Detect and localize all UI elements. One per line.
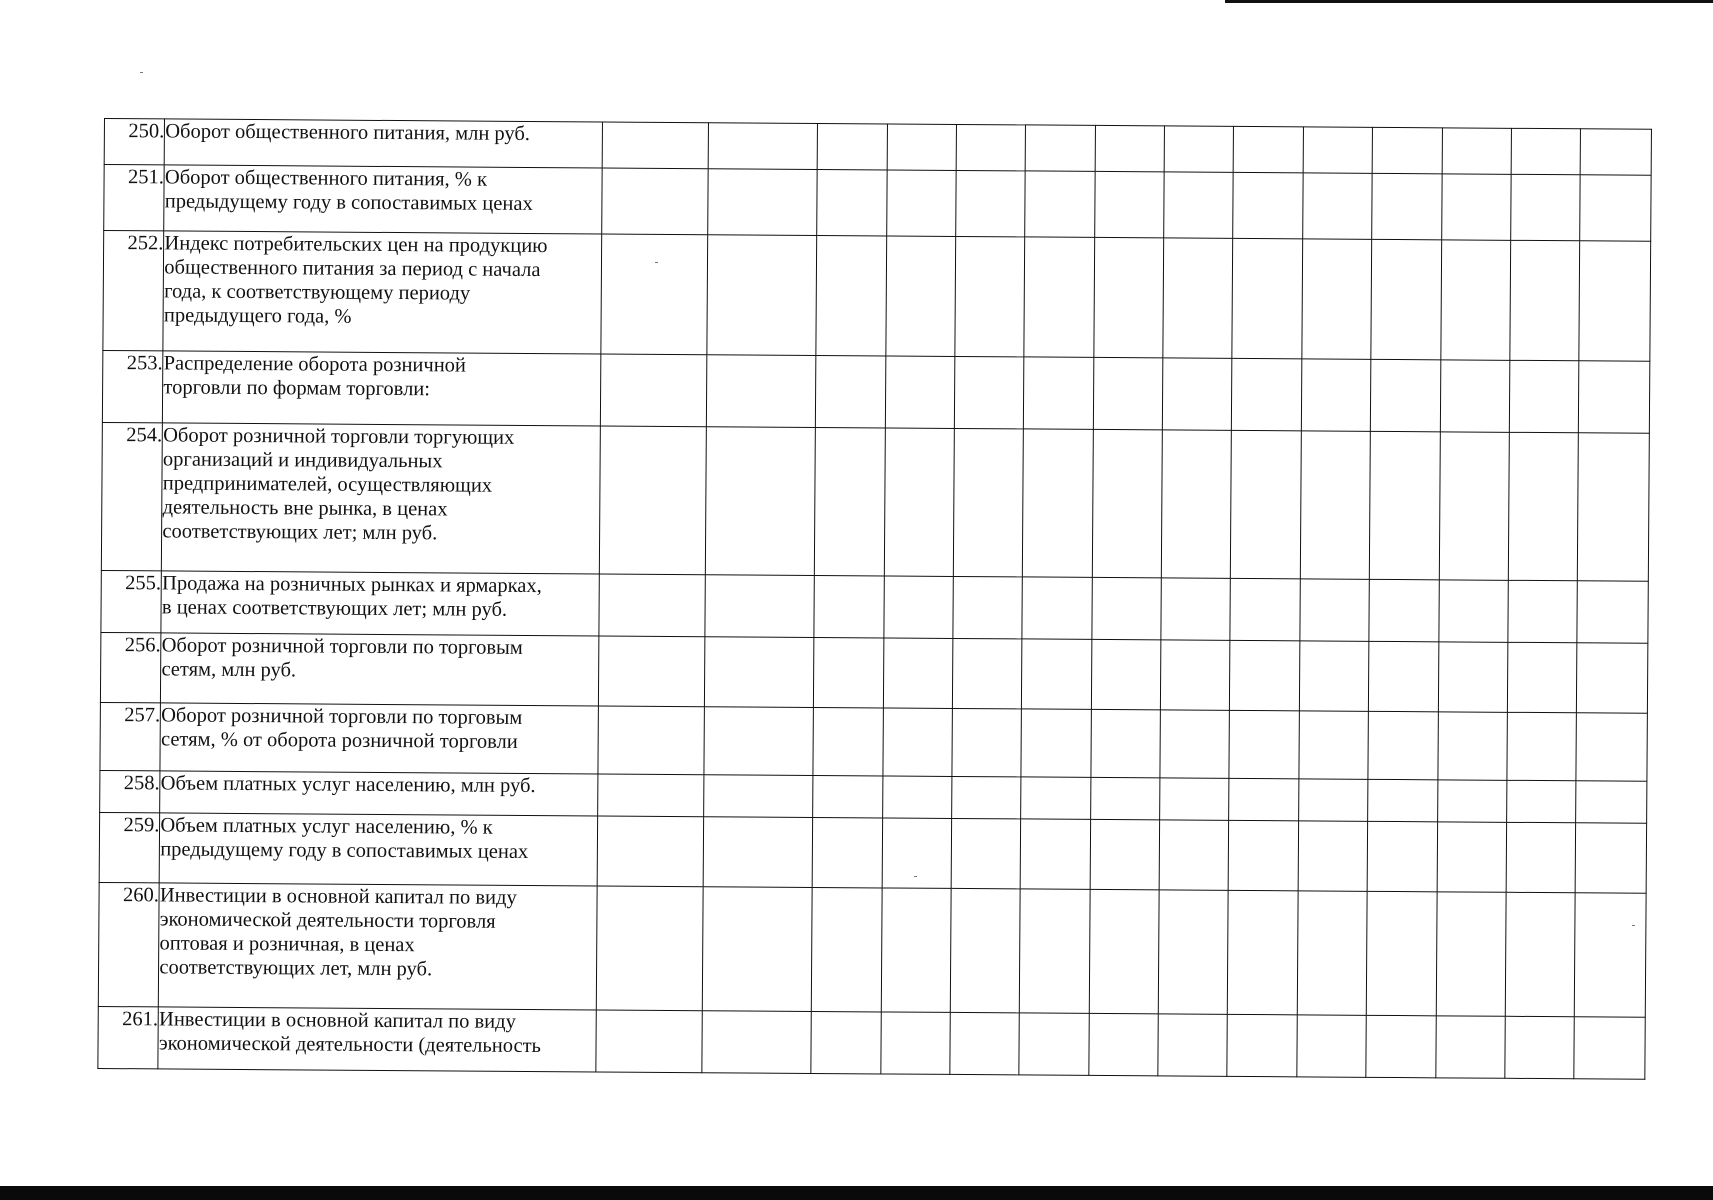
value-cell [598,706,705,775]
value-cell [1371,239,1441,359]
value-cell [882,776,952,818]
value-cell [1019,1013,1089,1075]
value-cell [1230,578,1300,640]
value-cell [703,887,812,1012]
value-cell [1510,240,1580,360]
value-cell [883,576,953,638]
value-cell [705,575,814,638]
value-cell [1439,580,1509,642]
value-cell [1511,174,1581,240]
value-cell [1229,778,1299,820]
value-cell [1507,712,1577,780]
row-label: Индекс потребительских цен на продукцию общественного питания за период с начала года, к соответствующему периоду предыдущего года, % [163,232,548,328]
row-label-cell [159,883,597,1010]
value-cell [1440,360,1510,432]
value-cell [596,886,703,1011]
row-label-cell [161,633,599,706]
scan-edge-top [1225,0,1713,3]
value-cell [1303,127,1373,173]
value-cell [814,637,884,707]
value-cell [1298,779,1368,821]
value-cell [1229,710,1299,778]
value-cell [598,774,705,817]
row-label: Инвестиции в основной капитал по виду экономической деятельности (деятельность [158,1008,542,1058]
value-cell [811,887,881,1011]
value-cell [1579,361,1650,433]
value-cell [1158,1014,1228,1076]
value-cell [1025,171,1095,237]
value-cell [950,1012,1020,1074]
row-label: Продажа на розничных рынках и ярмарках, в ценах соответствующих лет; млн руб. [161,572,542,621]
value-cell [812,817,882,887]
value-cell [705,637,814,708]
value-cell [1367,891,1437,1015]
value-cell [1298,821,1368,891]
value-cell [950,888,1020,1012]
value-cell [1436,892,1506,1016]
value-cell [885,236,955,356]
value-cell [956,170,1026,236]
value-cell [600,354,707,427]
row-label-cell [160,771,598,816]
value-cell [1230,640,1300,710]
value-cell [953,576,1023,638]
value-cell [1438,712,1508,780]
value-cell [1023,429,1093,577]
value-cell [1507,780,1577,822]
value-cell [816,235,886,355]
row-number: 261. [98,1006,159,1068]
value-cell [1159,820,1229,890]
row-label-cell [163,231,601,354]
value-cell [1164,126,1234,172]
value-cell [1369,641,1439,711]
value-cell [1437,780,1507,822]
row-number: 253. [102,350,163,422]
row-label-cell [160,813,598,886]
value-cell [1366,1015,1436,1077]
value-cell [709,123,818,170]
value-cell [1576,823,1647,893]
value-cell [955,236,1025,356]
value-cell [1021,709,1091,777]
value-cell [1020,819,1090,889]
row-label: Инвестиции в основной капитал по виду экономической деятельности торговля оптовая и розничная, в ценах соответствующих лет, млн руб. [159,884,517,981]
value-cell [1435,1016,1505,1078]
row-label-cell [161,571,599,636]
value-cell [886,170,956,236]
value-cell [1505,892,1575,1016]
value-cell [1508,580,1578,642]
value-cell [1442,128,1512,174]
value-cell [1505,1016,1575,1078]
value-cell [1093,357,1163,429]
value-cell [707,355,816,428]
value-cell [1091,639,1161,709]
value-cell [1228,890,1298,1014]
value-cell [1439,432,1509,580]
value-cell [704,775,813,818]
table-row [101,422,1649,581]
value-cell [1440,240,1510,360]
value-cell [1094,171,1164,237]
table-row [100,632,1647,713]
value-cell [1507,642,1577,712]
value-cell [597,816,704,887]
value-cell [951,818,1021,888]
value-cell [1160,710,1230,778]
value-cell [956,124,1026,170]
indicator-table [97,118,1652,1080]
value-cell [1576,713,1647,781]
value-cell [1574,1017,1645,1079]
table-row [98,882,1646,1017]
value-cell [1229,820,1299,890]
table-row [101,570,1648,643]
value-cell [1508,432,1578,580]
value-cell [704,817,813,888]
value-cell [1372,173,1442,239]
value-cell [1024,357,1094,429]
value-cell [884,428,954,576]
value-cell [1303,173,1373,239]
value-cell [1297,1015,1367,1077]
value-cell [1161,430,1231,578]
value-cell [1160,778,1230,820]
value-cell [1300,431,1370,579]
value-cell [1024,237,1094,357]
value-cell [813,775,883,817]
value-cell [1095,125,1165,171]
table-body [98,119,1652,1080]
value-cell [1301,359,1371,431]
value-cell [1300,579,1370,641]
row-number: 251. [104,165,165,231]
value-cell [704,707,813,776]
value-cell [815,355,885,427]
scan-speck [140,72,143,73]
value-cell [602,122,709,169]
value-cell [880,1012,950,1074]
value-cell [1158,890,1228,1014]
row-number: 252. [103,231,164,351]
value-cell [882,708,952,776]
value-cell [814,575,884,637]
value-cell [707,235,816,356]
row-label: Распределение оборота розничной торговли по формам торговли: [163,352,467,401]
value-cell [1578,433,1650,581]
value-cell [817,169,887,235]
value-cell [599,426,707,575]
row-label: Оборот розничной торговли по торговым сетям, % от оборота розничной торговли [160,704,523,753]
value-cell [1577,581,1648,643]
value-cell [1231,430,1301,578]
value-cell [598,636,705,707]
value-cell [706,427,816,576]
row-label-cell [165,119,603,168]
table-row [99,812,1646,893]
value-cell [1020,889,1090,1013]
value-cell [811,1011,881,1073]
value-cell [1580,175,1651,241]
row-label: Оборот общественного питания, млн руб. [165,120,531,145]
value-cell [813,707,883,775]
value-cell [1025,125,1095,171]
value-cell [1368,711,1438,779]
row-label: Оборот розничной торговли торгующих организаций и индивидуальных предпринимателей, осуществляющих деятельность вне рынка, в ценах соответствующих лет; млн руб. [162,424,515,545]
value-cell [817,123,887,169]
value-cell [1163,238,1233,358]
value-cell [1302,239,1372,359]
value-cell [702,1011,811,1074]
table-row [102,350,1649,433]
row-label-cell [163,351,601,426]
row-number: 254. [101,422,162,570]
row-number: 250. [104,119,165,165]
value-cell [602,168,709,235]
value-cell [1089,1013,1159,1075]
table-row [98,1006,1645,1079]
value-cell [1577,643,1648,713]
value-cell [1576,781,1647,823]
row-label-cell [164,165,602,234]
value-cell [708,169,817,236]
value-cell [1509,360,1579,432]
value-cell [1506,822,1576,892]
value-cell [954,356,1024,428]
value-cell [1161,578,1231,640]
value-cell [601,234,708,355]
value-cell [885,356,955,428]
value-cell [1094,237,1164,357]
row-label-cell [162,423,601,574]
value-cell [953,428,1023,576]
value-cell [1437,822,1507,892]
value-cell [1022,577,1092,639]
value-cell [952,638,1022,708]
table-row [104,165,1651,242]
value-cell [1370,431,1440,579]
row-number: 260. [98,882,159,1006]
value-cell [1579,241,1650,361]
value-cell [1441,174,1511,240]
row-label-cell [158,1007,596,1072]
value-cell [1511,128,1581,174]
value-cell [1090,777,1160,819]
value-cell [887,124,957,170]
value-cell [1092,429,1162,577]
value-cell [1368,779,1438,821]
value-cell [882,818,952,888]
value-cell [952,708,1022,776]
value-cell [952,776,1022,818]
value-cell [1371,359,1441,431]
value-cell [1164,172,1234,238]
row-label-cell [160,703,598,774]
value-cell [1160,640,1230,710]
value-cell [1233,172,1303,238]
value-cell [814,427,884,575]
value-cell [1232,238,1302,358]
value-cell [1232,358,1302,430]
value-cell [1367,821,1437,891]
row-number: 257. [100,702,161,770]
value-cell [881,888,951,1012]
value-cell [1089,889,1159,1013]
scan-edge-bottom [0,1186,1713,1200]
value-cell [1021,777,1091,819]
value-cell [596,1010,703,1073]
value-cell [1297,891,1367,1015]
value-cell [1369,579,1439,641]
value-cell [1022,639,1092,709]
row-label: Объем платных услуг населению, % к предыдущему году в сопоставимых ценах [160,814,529,863]
value-cell [1162,358,1232,430]
row-number: 258. [100,770,161,812]
row-label: Оборот розничной торговли по торговым сетям, млн руб. [161,634,523,682]
value-cell [1091,709,1161,777]
value-cell [1372,127,1442,173]
row-label: Объем платных услуг населению, млн руб. [160,772,536,798]
table-row [100,702,1647,781]
row-label: Оборот общественного питания, % к предыдущему году в сопоставимых ценах [164,166,533,215]
value-cell [1581,129,1652,175]
row-number: 256. [100,632,161,702]
row-number: 255. [101,570,162,632]
value-cell [599,574,706,637]
row-number: 259. [99,812,160,882]
value-cell [883,638,953,708]
value-cell [1438,642,1508,712]
value-cell [1227,1014,1297,1076]
value-cell [1090,819,1160,889]
value-cell [1299,641,1369,711]
value-cell [1092,577,1162,639]
value-cell [1299,711,1369,779]
value-cell [1575,893,1646,1017]
table-row [103,231,1651,362]
value-cell [1234,126,1304,172]
